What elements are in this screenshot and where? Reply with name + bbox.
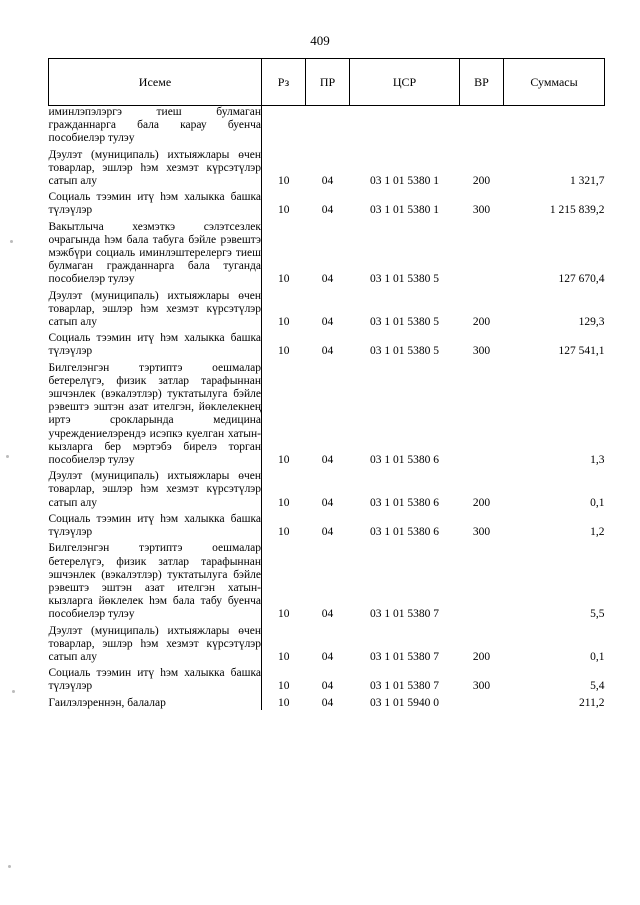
page-number: 409: [310, 33, 330, 48]
row-vr: [460, 106, 504, 146]
header-sum: Суммасы: [504, 59, 605, 106]
row-rz: 10: [278, 526, 290, 539]
table-row: [49, 290, 605, 330]
row-rz: 10: [278, 345, 290, 358]
row-sum: 0,1: [590, 496, 605, 509]
row-sum: 1,2: [590, 526, 605, 539]
row-sum: 5,4: [590, 680, 605, 693]
table-row: [49, 106, 605, 146]
row-sum: 1 215 839,2: [549, 204, 605, 217]
header-vr: ВР: [460, 59, 504, 106]
row-pr: [306, 106, 350, 146]
header-pr: ПР: [306, 59, 350, 106]
row-csr: 03 1 01 5380 5: [370, 345, 439, 358]
row-pr: 04: [321, 526, 334, 539]
row-rz: 10: [278, 316, 290, 329]
row-vr: 300: [472, 204, 491, 217]
row-sum: 0,1: [590, 650, 605, 663]
row-name: Социаль тээмин итү һэм халыкка башка түлэүлэр: [48, 191, 261, 217]
row-csr: 03 1 01 5380 1: [370, 175, 439, 188]
row-vr: [460, 221, 504, 287]
row-rz: 10: [278, 680, 290, 693]
header-name: Исеме: [49, 59, 262, 106]
row-csr: 03 1 01 5940 0: [370, 696, 439, 709]
row-rz: [262, 106, 306, 146]
row-vr: 200: [472, 316, 491, 329]
row-csr: 03 1 01 5380 6: [370, 496, 439, 509]
table-row: [49, 332, 605, 358]
row-pr: 04: [321, 496, 334, 509]
row-pr: 04: [321, 345, 334, 358]
row-name: Дэулэт (муниципаль) ихтыяжлары өчен товарлар, эшлэр һэм хезмэт күрсэтүлэр сатып алу: [48, 624, 261, 663]
scan-speck: [6, 455, 9, 458]
row-name: Социаль тээмин итү һэм халыкка башка түлэүлэр: [48, 512, 261, 539]
row-vr: 300: [472, 526, 491, 539]
row-csr: 03 1 01 5380 7: [370, 608, 439, 621]
row-name: Социаль тээмин итү һэм халыкка башка түлэүлэр: [48, 332, 261, 358]
row-name: Социаль тээмин итү һэм халыкка башка түлэүлэр: [48, 667, 261, 693]
row-name: Билгелэнгэн тэртиптэ оешмалар бетерелүгэ, физик затлар тарафыннан эшчэнлек (вэкалэтлэр) туктатылуга бэйле рэвештэ эштэн азат ителгэн хатын-кызларга йөклелек һэм бала табу буенча пособиелэр тулэу: [48, 542, 261, 621]
row-vr: [460, 542, 504, 621]
row-pr: 04: [321, 454, 334, 467]
row-sum: 5,5: [590, 608, 605, 621]
row-sum: 211,2: [579, 696, 605, 709]
budget-table: [48, 58, 605, 710]
row-vr: 300: [472, 345, 491, 358]
table-row: [49, 191, 605, 217]
table-row: [49, 542, 605, 621]
row-csr: 03 1 01 5380 5: [370, 273, 439, 286]
row-rz: 10: [278, 175, 290, 188]
row-rz: 10: [278, 204, 290, 217]
row-pr: 04: [321, 273, 334, 286]
row-sum: 127 670,4: [558, 273, 605, 286]
row-csr: [350, 106, 460, 146]
row-vr: 200: [472, 496, 491, 509]
row-csr: 03 1 01 5380 6: [370, 526, 439, 539]
row-rz: 10: [278, 696, 290, 709]
table-row: [49, 667, 605, 693]
row-rz: 10: [278, 608, 290, 621]
row-pr: 04: [321, 696, 334, 709]
row-csr: 03 1 01 5380 5: [370, 316, 439, 329]
row-pr: 04: [321, 316, 334, 329]
table-row: [49, 362, 605, 468]
table-row: [49, 149, 605, 189]
row-vr: [460, 697, 504, 710]
row-name: Дэулэт (муниципаль) ихтыяжлары өчен товарлар, эшлэр һэм хезмэт күрсэтүлэр сатып алу: [48, 470, 261, 509]
row-vr: 200: [472, 175, 491, 188]
row-csr: 03 1 01 5380 1: [370, 204, 439, 217]
row-name: Вакытлыча хезмэткэ сэлэтсезлек очрагында һэм бала табуга бэйле рэвештэ мэжбүри социаль иминлэштерелергэ тиеш булмаган гражданнарга бала туганда пособиелэр тулэу: [48, 220, 261, 286]
table-row: [49, 625, 605, 665]
row-sum: 1 321,7: [570, 175, 605, 188]
table-row: [49, 221, 605, 287]
row-vr: 300: [472, 680, 491, 693]
row-sum: 1,3: [590, 454, 605, 467]
header-rz: Рз: [262, 59, 306, 106]
scan-speck: [8, 865, 11, 868]
row-pr: 04: [321, 650, 334, 663]
row-name: иминлэпэлэргэ тиеш булмаган гражданнарга бала карау буенча пособиелэр тулэу: [48, 106, 261, 145]
table-header-row: [49, 59, 605, 106]
row-rz: 10: [278, 496, 290, 509]
row-name: Дэулэт (муниципаль) ихтыяжлары өчен товарлар, эшлэр һэм хезмэт күрсэтүлэр сатып алу: [48, 148, 261, 188]
row-pr: 04: [321, 204, 334, 217]
row-sum: 129,3: [578, 316, 605, 329]
row-name: Билгелэнгэн тэртиптэ оешмалар бетерелүгэ, физик затлар тарафыннан эшчэнлек (вэкалэтлэр) туктатылуга бэйле рэвештэ эштэн азат ителгэн, йөклелекнең иртэ срокларында медицина учреждениелэрендэ исэпкэ куелган хатын-кызларга бер мэртэбэ бирелэ торган пособиелэр тулэу: [48, 361, 261, 467]
row-pr: 04: [321, 680, 334, 693]
row-name: Дэулэт (муниципаль) ихтыяжлары өчен товарлар, эшлэр һэм хезмэт күрсэтүлэр сатып алу: [48, 289, 261, 329]
table-row: [49, 697, 605, 710]
scan-speck: [10, 240, 13, 243]
scan-speck: [12, 690, 15, 693]
row-sum: 127 541,1: [558, 345, 605, 358]
row-csr: 03 1 01 5380 7: [370, 650, 439, 663]
row-sum: [504, 106, 605, 146]
row-csr: 03 1 01 5380 6: [370, 454, 439, 467]
row-vr: [460, 362, 504, 468]
table-row: [49, 513, 605, 539]
row-rz: 10: [278, 454, 290, 467]
row-pr: 04: [321, 175, 334, 188]
row-rz: 10: [278, 273, 290, 286]
table-row: [49, 470, 605, 510]
row-csr: 03 1 01 5380 7: [370, 680, 439, 693]
header-csr: ЦСР: [350, 59, 460, 106]
row-rz: 10: [278, 650, 290, 663]
row-pr: 04: [321, 608, 334, 621]
row-vr: 200: [472, 650, 491, 663]
row-name: Гаилэлэреннэн, балалар: [49, 697, 262, 710]
